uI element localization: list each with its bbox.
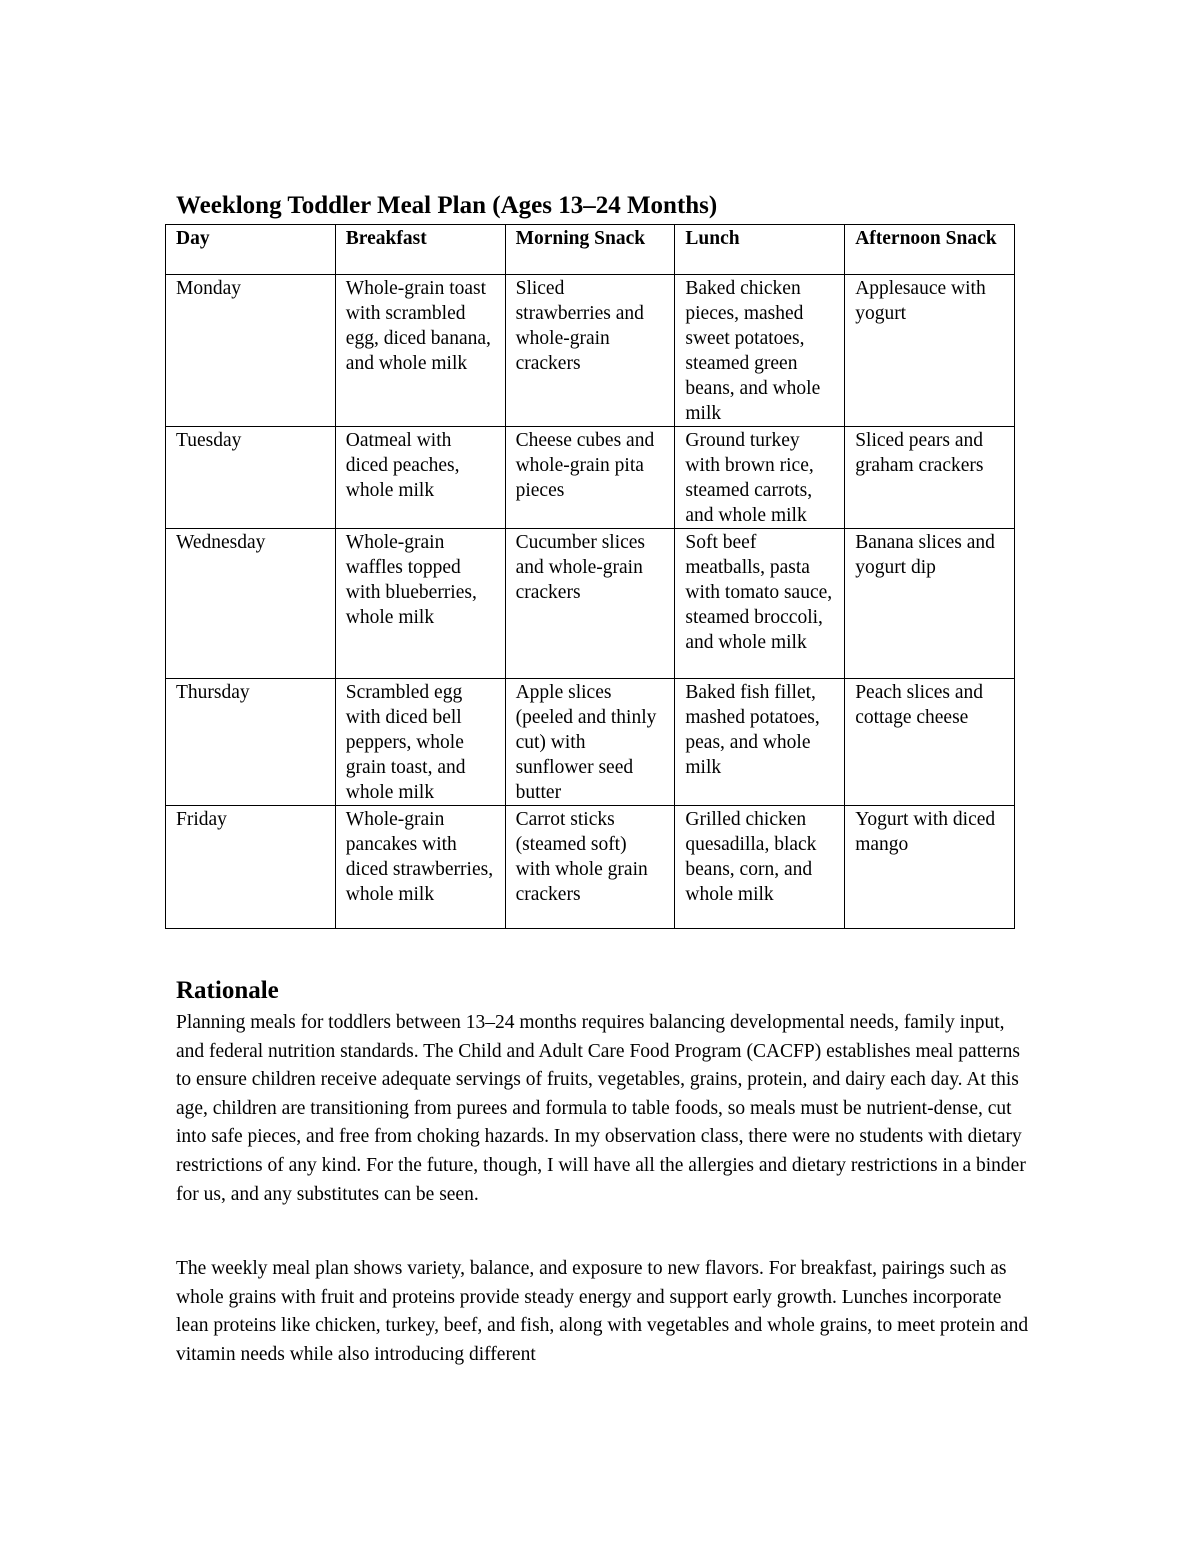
cell-breakfast: Oatmeal with diced peaches, whole milk — [335, 427, 505, 529]
cell-morning-snack: Sliced strawberries and whole-grain crackers — [505, 275, 675, 427]
cell-afternoon-snack: Applesauce with yogurt — [845, 275, 1015, 427]
rationale-paragraph: The weekly meal plan shows variety, balance, and exposure to new flavors. For breakfast, pairings such as whole grains with fruit and proteins provide steady energy and support early growth. Lunches incorporate lean proteins like chicken, turkey, beef, and fish, along with vegetables and whole grains, to meet protein and vitamin needs while also introducing different — [176, 1258, 1029, 1365]
cell-day: Friday — [166, 806, 336, 929]
header-afternoon-snack: Afternoon Snack — [845, 225, 1015, 275]
cell-breakfast: Whole-grain waffles topped with blueberries, whole milk — [335, 529, 505, 679]
cell-day: Wednesday — [166, 529, 336, 679]
header-day: Day — [166, 225, 336, 275]
header-morning-snack: Morning Snack — [505, 225, 675, 275]
table-row — [166, 529, 1015, 679]
cell-lunch: Baked chicken pieces, mashed sweet potatoes, steamed green beans, and whole milk — [675, 275, 845, 427]
cell-afternoon-snack: Sliced pears and graham crackers — [845, 427, 1015, 529]
header-lunch: Lunch — [675, 225, 845, 275]
cell-morning-snack: Apple slices (peeled and thinly cut) with sunflower seed butter — [505, 679, 675, 806]
cell-day: Thursday — [166, 679, 336, 806]
cell-breakfast: Whole-grain pancakes with diced strawberries, whole milk — [335, 806, 505, 929]
header-breakfast: Breakfast — [335, 225, 505, 275]
cell-day: Tuesday — [166, 427, 336, 529]
table-row — [166, 806, 1015, 929]
document-title: Weeklong Toddler Meal Plan (Ages 13–24 Months) — [176, 192, 718, 219]
rationale-paragraph: Planning meals for toddlers between 13–24 months requires balancing developmental needs, family input, and federal nutrition standards. The Child and Adult Care Food Program (CACFP) establishes meal patterns to ensure children receive adequate servings of fruits, vegetables, grains, protein, and dairy each day. At this age, children are transitioning from purees and formula to table foods, so meals must be nutrient-dense, cut into safe pieces, and free from choking hazards. In my observation class, there were no students with dietary restrictions of any kind. For the future, though, I will have all the allergies and dietary restrictions in a binder for us, and any substitutes can be seen. — [176, 1012, 1026, 1205]
cell-lunch: Ground turkey with brown rice, steamed carrots, and whole milk — [675, 427, 845, 529]
meal-plan-table — [165, 224, 1015, 929]
cell-afternoon-snack: Peach slices and cottage cheese — [845, 679, 1015, 806]
cell-lunch: Grilled chicken quesadilla, black beans, corn, and whole milk — [675, 806, 845, 929]
cell-breakfast: Scrambled egg with diced bell peppers, whole grain toast, and whole milk — [335, 679, 505, 806]
cell-morning-snack: Cucumber slices and whole-grain crackers — [505, 529, 675, 679]
cell-breakfast: Whole-grain toast with scrambled egg, diced banana, and whole milk — [335, 275, 505, 427]
cell-lunch: Baked fish fillet, mashed potatoes, peas, and whole milk — [675, 679, 845, 806]
cell-afternoon-snack: Yogurt with diced mango — [845, 806, 1015, 929]
table-row — [166, 679, 1015, 806]
rationale-heading: Rationale — [176, 977, 279, 1004]
table-header-row — [166, 225, 1015, 275]
cell-day: Monday — [166, 275, 336, 427]
cell-afternoon-snack: Banana slices and yogurt dip — [845, 529, 1015, 679]
table-row — [166, 427, 1015, 529]
table-row — [166, 275, 1015, 427]
cell-morning-snack: Cheese cubes and whole-grain pita pieces — [505, 427, 675, 529]
cell-lunch: Soft beef meatballs, pasta with tomato sauce, steamed broccoli, and whole milk — [675, 529, 845, 679]
cell-morning-snack: Carrot sticks (steamed soft) with whole grain crackers — [505, 806, 675, 929]
